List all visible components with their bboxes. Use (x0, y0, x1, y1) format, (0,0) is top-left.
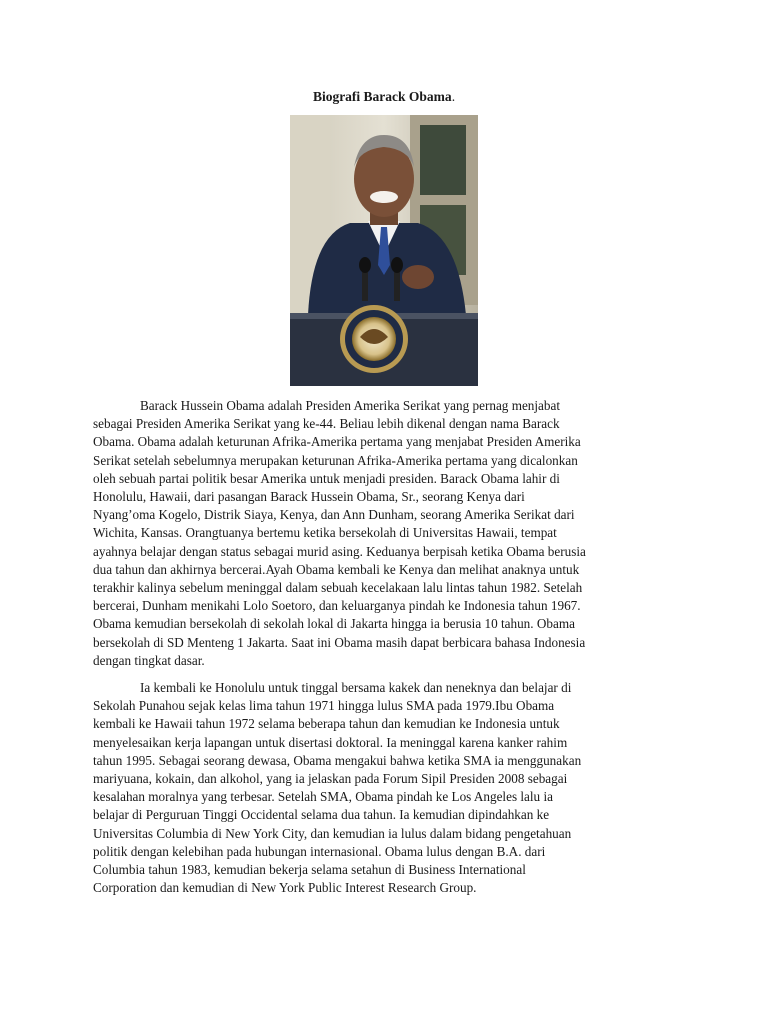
paragraph-1-line-7: Nyang’oma Kogelo, Distrik Siaya, Kenya, dan Ann Dunham, seorang Amerika Serikat dari (93, 507, 575, 523)
paragraph-2-line-7: kesalahan moralnya yang terbesar. Setelah SMA, Obama pindah ke Los Angeles lalu ia (93, 789, 553, 805)
paragraph-1-line-12: bercerai, Dunham menikahi Lolo Soetoro, dan keluarganya pindah ke Indonesia tahun 1967. (93, 598, 581, 614)
portrait-photo (290, 115, 478, 386)
paragraph-2-line-11: Columbia tahun 1983, kemudian bekerja selama setahun di Business International (93, 862, 526, 878)
paragraph-1-line-4: Serikat setelah sebelumnya merupakan keturunan Afrika-Amerika pertama yang dicalonkan (93, 452, 578, 468)
paragraph-2-line-6: mariyuana, kokain, dan alkohol, yang ia jelaskan pada Forum Sipil Presiden 2008 sebagai (93, 771, 568, 787)
paragraph-1-line-9: ayahnya belajar dengan status sebagai murid asing. Keduanya berpisah ketika Obama berusia (93, 543, 586, 559)
paragraph-2-line-2: Sekolah Punahou sejak kelas lima tahun 1971 hingga lulus SMA pada 1979.Ibu Obama (93, 698, 555, 714)
paragraph-1-line-6: Honolulu, Hawaii, dari pasangan Barack Hussein Obama, Sr., seorang Kenya dari (93, 489, 525, 505)
paragraph-1-line-10: dua tahun dan akhirnya bercerai.Ayah Obama kembali ke Kenya dan melihat anaknya untuk (93, 561, 580, 577)
paragraph-1-line-11: terakhir kalinya sebelum meninggal dalam sebuah kecelakaan lalu lintas tahun 1982. Setelah (93, 580, 583, 596)
paragraph-2-line-12: Corporation dan kemudian di New York Public Interest Research Group. (93, 880, 477, 896)
title-period: . (451, 89, 456, 104)
paragraph-1-line-1: Barack Hussein Obama adalah Presiden Amerika Serikat yang pernag menjabat (140, 398, 561, 413)
paragraph-2-line-10: politik dengan kelebihan pada hubungan internasional. Obama lulus dengan B.A. dari (93, 843, 546, 859)
paragraph-1-line-14: bersekolah di SD Menteng 1 Jakarta. Saat ini Obama masih dapat berbicara bahasa Indonesia (93, 634, 586, 650)
paragraph-2-line-9: Universitas Columbia di New York City, dan kemudian ia lulus dalam bidang pengetahuan (93, 825, 572, 841)
paragraph-2-line-1: Ia kembali ke Honolulu untuk tinggal bersama kakek dan neneknya dan belajar di (140, 680, 572, 695)
paragraph-2-line-5: tahun 1995. Sebagai seorang dewasa, Obama mengakui bahwa ketika SMA ia menggunakan (93, 752, 582, 768)
paragraph-1-line-2: sebagai Presiden Amerika Serikat yang ke-44. Beliau lebih dikenal dengan nama Barack (93, 416, 560, 432)
title-text: Biografi Barack Obama (312, 89, 452, 104)
paragraph-1-line-13: Obama kemudian bersekolah di sekolah lokal di Jakarta hingga ia berusia 10 tahun. Obama (93, 616, 575, 632)
paragraph-2-line-8: belajar di Perguruan Tinggi Occidental selama dua tahun. Ia kemudian dipindahkan ke (93, 807, 550, 823)
paragraph-1-line-8: Wichita, Kansas. Orangtuanya bertemu ketika bersekolah di Universitas Hawaii, tempat (93, 525, 557, 541)
paragraph-2-line-3: kembali ke Hawaii tahun 1972 selama beberapa tahun dan kemudian ke Indonesia untuk (93, 716, 560, 732)
paragraph-1-line-3: Obama. Obama adalah keturunan Afrika-Amerika pertama yang menjabat Presiden Amerika (93, 434, 581, 450)
paragraph-1-line-5: oleh sebuah partai politik besar Amerika untuk menjadi presiden. Barack Obama lahir di (93, 470, 560, 486)
document-title (0, 88, 768, 106)
portrait-photo-icon (290, 115, 478, 386)
paragraph-2-line-4: menyelesaikan kerja lapangan untuk disertasi doktoral. Ia meninggal karena kanker rahim (93, 734, 568, 750)
paragraph-1 (93, 397, 676, 670)
paragraph-2 (93, 679, 676, 897)
paragraph-1-line-15: dengan tingkat dasar. (93, 652, 205, 668)
